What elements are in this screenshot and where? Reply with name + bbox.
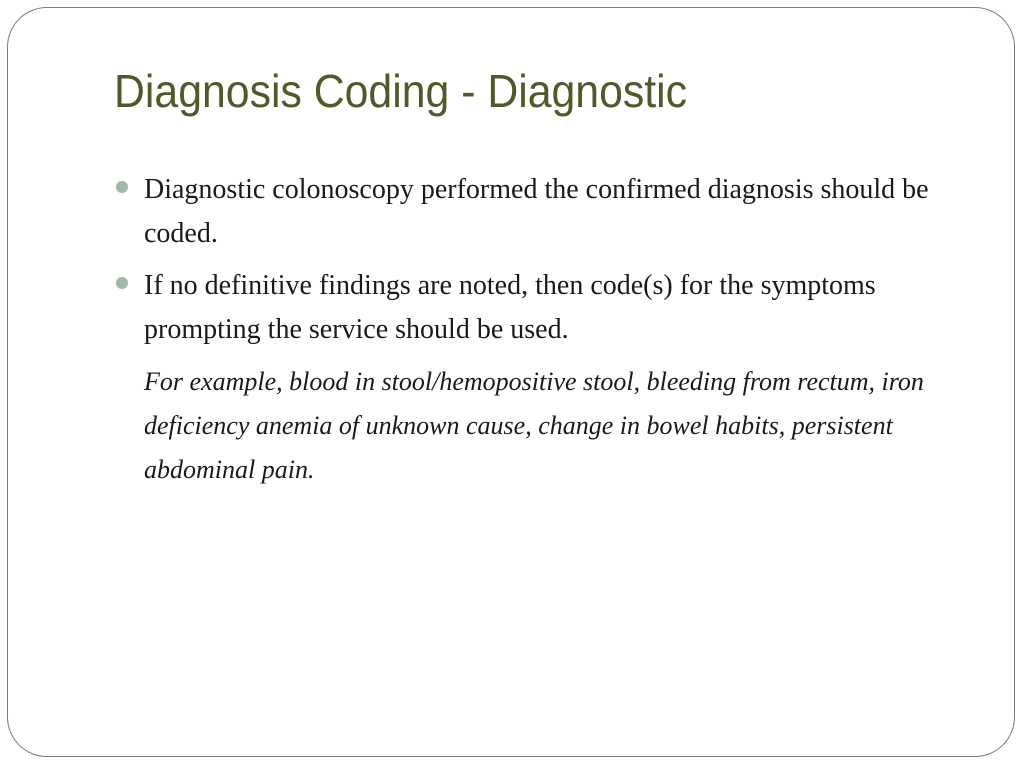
bullet-item — [114, 168, 974, 256]
slide-content — [114, 168, 974, 492]
bullet-text: Diagnostic colonoscopy performed the confirmed diagnosis should be coded. — [144, 174, 929, 249]
example-text: For example, blood in stool/hemopositive stool, bleeding from rectum, iron deficiency anemia of unknown cause, change in bowel habits, persistent abdominal pain. — [144, 367, 924, 484]
bullet-text: If no definitive findings are noted, then code(s) for the symptoms prompting the service should be used. — [144, 270, 876, 345]
slide-title: Diagnosis Coding - Diagnostic — [114, 65, 688, 117]
bullet-dot-icon — [116, 277, 128, 289]
bullet-item — [114, 264, 974, 352]
bullet-dot-icon — [116, 181, 128, 193]
